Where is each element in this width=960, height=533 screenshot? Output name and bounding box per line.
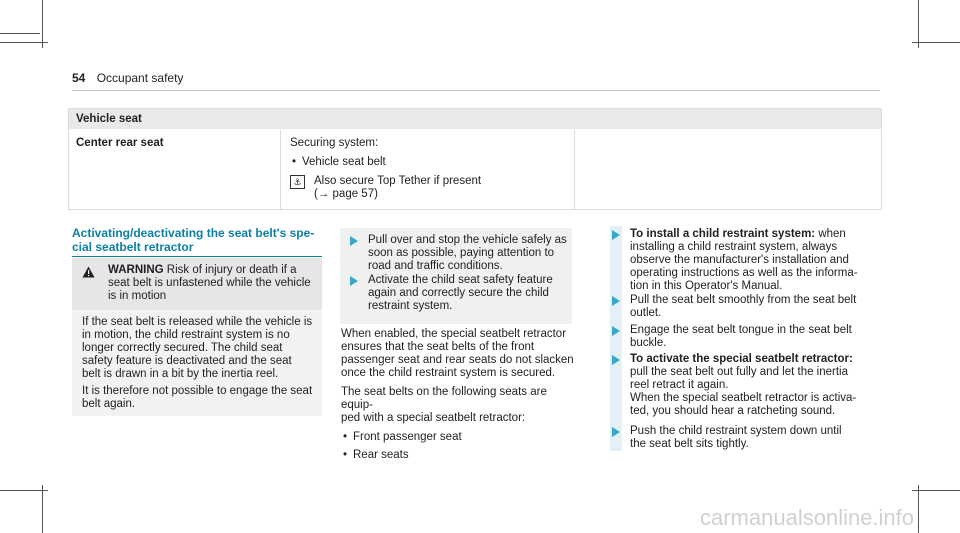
text-line: once the child restraint system is secured. [341,367,556,379]
text-line: soon as possible, paying attention to [368,247,555,259]
crop-mark [918,485,919,533]
text-line: Pull the seat belt smoothly from the seat belt [630,294,857,306]
step-text [630,425,842,451]
crop-mark [42,0,43,48]
text-line: reel retract it again. [630,379,729,391]
note [290,175,570,201]
table-cell [290,137,570,201]
watermark: carmanualsonline.info [700,505,915,530]
note-text: Also secure Top Tether if present [314,175,482,187]
step-text [630,294,856,320]
warning-paragraph [82,316,318,381]
section-title-line: Activating/deactivating the seat belt's spe- [72,226,315,240]
text-line: installing a child restraint system, always [630,241,838,253]
table-header [69,109,881,129]
step-text [630,353,856,418]
left-column [72,226,322,257]
text-line: ped with a special seatbelt retractor: [341,412,526,424]
title-rule [72,256,322,257]
vehicle-seat-table [68,108,882,210]
step-heading: To install a child restraint system: [630,228,816,240]
table-divider [574,130,575,209]
warning-triangle-icon [82,266,95,278]
step-arrow-icon [350,236,358,246]
step-arrow-icon [612,230,620,240]
header-rule [72,90,880,91]
page-number: 54 [72,71,86,85]
text-line: the seat belt sits tightly. [630,438,749,450]
paragraph [341,328,581,380]
text-line: When the special seatbelt retractor is activa- [630,392,857,404]
warning-line: seat belt is unfastened while the vehicle [108,277,311,289]
section-title [72,226,322,254]
step-bar [610,226,622,451]
step-text [630,324,852,350]
text-line: again and correctly secure the child [368,287,549,299]
step-arrow-icon [612,296,620,306]
page-header [72,72,183,85]
step-text [368,234,567,273]
warning-text [108,264,316,303]
text-line: The seat belts on the following seats are equip- [341,386,547,411]
table-header-label: Vehicle seat [76,113,142,125]
text-line: pull the seat belt out fully and let the inertia [630,366,849,378]
step-arrow-icon [612,326,620,336]
page-link[interactable]: (→ page 57) [314,188,378,200]
crop-mark [0,42,48,43]
text-line: passenger seat and rear seats do not slacken [341,354,574,366]
text-line: when [815,228,846,240]
warning-label: WARNING [108,264,164,276]
text-line: belt is drawn in a bit by the inertia reel. [82,368,279,380]
crop-mark [0,490,48,491]
text-line: belt again. [82,398,136,410]
step-arrow-icon [612,355,620,365]
text-line: Activate the child seat safety feature [368,274,553,286]
crop-mark [42,485,43,533]
crop-mark [912,490,960,491]
text-line: If the seat belt is released while the vehicle is [82,316,313,328]
text-line: Engage the seat belt tongue in the seat belt [630,324,852,336]
list-item: • Front passenger seat [341,431,581,444]
section-name: Occupant safety [96,71,184,85]
table-divider [280,130,281,209]
list-item: • Rear seats [341,449,581,462]
text-line: tion in this Operator's Manual. [630,280,783,292]
text-line: in motion, the child restraint system is no [82,329,290,341]
text-line: When enabled, the special seatbelt retractor [341,328,567,340]
list-item: • Vehicle seat belt [290,156,570,169]
step-arrow-icon [350,276,358,286]
step-heading: To activate the special seatbelt retractor: [630,353,853,365]
table-row-label: Center rear seat [76,137,164,149]
middle-column-body [341,328,581,462]
text-line: outlet. [630,307,662,319]
warning-box [72,258,322,416]
warning-line: is in motion [108,290,167,302]
step-text [630,228,858,293]
text-line: ted, you should hear a ratcheting sound. [630,405,836,417]
text-line: observe the manufacturer's installation and [630,254,849,266]
text-line: It is therefore not possible to engage the seat [82,385,313,397]
securing-label: Securing system: [290,137,379,149]
section-title-line: cial seatbelt retractor [72,240,194,254]
text-line: safety feature is deactivated and the seat [82,355,292,367]
crop-mark [912,42,960,43]
text-line: Pull over and stop the vehicle safely as [368,234,567,246]
crop-mark [918,0,919,48]
paragraph [341,386,581,425]
text-line: operating instructions as well as the informa- [630,267,858,279]
text-line: road and traffic conditions. [368,260,503,272]
text-line: longer correctly secured. The child seat [82,342,283,354]
text-line: restraint system. [368,300,453,312]
text-line: buckle. [630,337,667,349]
text-line: ensures that the seat belts of the front [341,341,535,353]
top-tether-icon: ⚓ [290,175,305,189]
warning-body [82,316,318,415]
crop-mark [0,33,40,34]
step-arrow-icon [612,427,620,437]
step-text [368,274,553,313]
text-line: Push the child restraint system down until [630,425,842,437]
warning-paragraph [82,385,318,411]
warning-line: Risk of injury or death if a [166,264,297,276]
